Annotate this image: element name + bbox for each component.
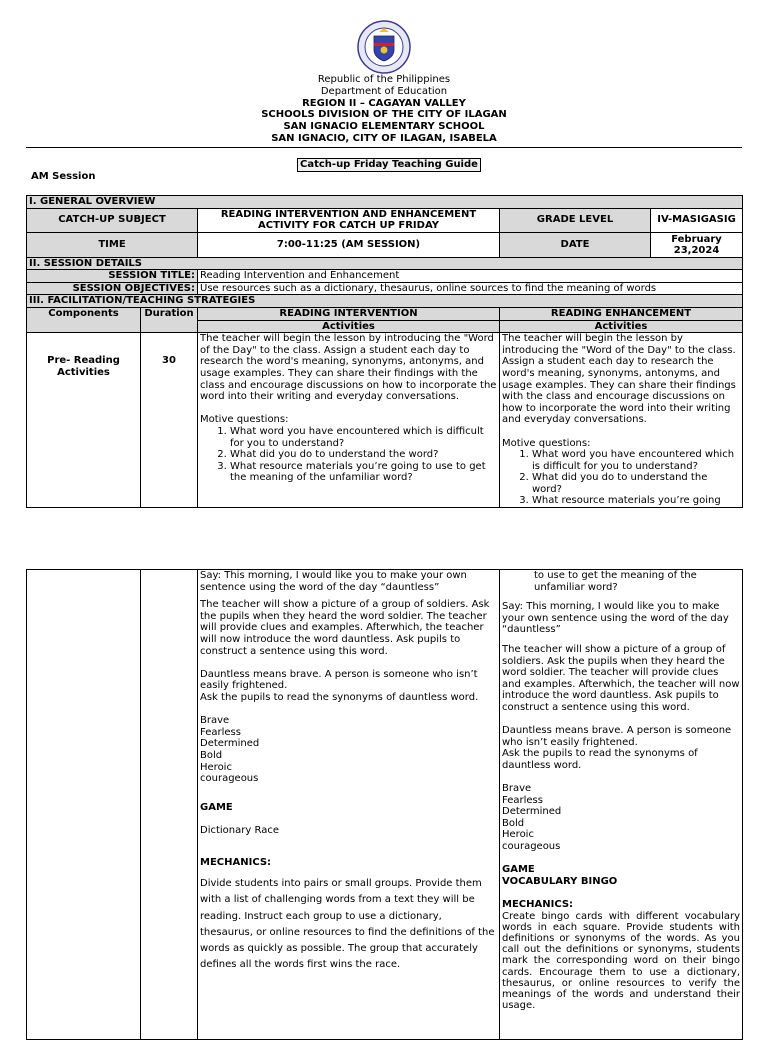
duration-header: Duration (141, 307, 198, 332)
session-objectives-value: Use resources such as a dictionary, thesaurus, online sources to find the meaning of words (198, 282, 743, 295)
address-line: SAN IGNACIO, CITY OF ILAGAN, ISABELA (271, 132, 497, 144)
intervention-picture-text: The teacher will show a picture of a group of soldiers. Ask the pupils when they heard the word soldier. The teacher will provide clues and examples. Afterwhich, the teacher will now introduce the word dauntless. Ask pupils to construct a sentence using this word. (200, 599, 490, 657)
enhancement-meaning: Dauntless means brave. A person is someone who isn’t easily frightened. (502, 725, 732, 748)
duration-cell-continued (141, 570, 198, 1040)
session-details-row (27, 257, 743, 270)
enhancement-cell-page1 (500, 333, 743, 508)
intervention-synonym: Fearless (200, 726, 241, 738)
time-value: 7:00-11:25 (AM SESSION) (198, 232, 500, 257)
grade-label: GRADE LEVEL (500, 208, 651, 232)
intervention-question-1: 1. What word you have encountered which is difficult for you to understand? (230, 426, 497, 449)
intervention-cell-page1 (198, 333, 500, 508)
facilitation-heading: III. FACILITATION/TEACHING STRATEGIES (27, 295, 743, 308)
enhancement-say: Say: This morning, I would like you to make your own sentence using the word of the day “dauntless” (502, 601, 729, 636)
intervention-header: READING INTERVENTION (198, 307, 500, 320)
intervention-mechanics: Divide students into pairs or small groups. Provide them with a list of challenging words from a text they will be reading. Instruct each group to use a dictionary, thesaurus, or online resources to find the definitions of the words as quickly as possible. The group that accurately defines all the words first wins the race. (200, 878, 495, 971)
enhancement-picture-text: The teacher will show a picture of a group of soldiers. Ask the pupils when they heard the word soldier. The teacher will provide clues and examples. Afterwhich, the teacher will now introduce the word dauntless. Ask pupils to construct a sentence using this word. (502, 643, 740, 713)
subject-value: READING INTERVENTION AND ENHANCEMENT ACTIVITY FOR CATCH UP FRIDAY (198, 208, 500, 232)
school-line: SAN IGNACIO ELEMENTARY SCHOOL (283, 121, 485, 133)
time-row (27, 232, 743, 257)
enhancement-synonym: Fearless (502, 794, 543, 806)
component-cell-continued (27, 570, 141, 1040)
intervention-motive-label: Motive questions: (200, 414, 289, 426)
pre-reading-row (27, 333, 743, 508)
enhancement-question-3: 3. What resource materials you’re going (532, 495, 740, 507)
teaching-guide-table-continued (26, 569, 743, 1040)
intervention-synonym: courageous (200, 773, 259, 785)
enhancement-question-1: 1. What word you have encountered which is difficult for you to understand? (532, 449, 740, 472)
session-title-row (27, 270, 743, 283)
intervention-meaning: Dauntless means brave. A person is someone who isn’t easily frightened. (200, 668, 478, 692)
enhancement-mechanics-label: MECHANICS: (502, 899, 574, 911)
enhancement-activities-label: Activities (500, 320, 743, 333)
continued-row (27, 570, 743, 1040)
general-overview-heading: I. GENERAL OVERVIEW (27, 196, 743, 209)
session-objectives-label: SESSION OBJECTIVES: (27, 282, 198, 295)
session-objectives-row (27, 282, 743, 295)
subject-label: CATCH-UP SUBJECT (27, 208, 198, 232)
enhancement-question-2: 2. What did you do to understand the word? (532, 472, 740, 495)
enhancement-game-name: VOCABULARY BINGO (502, 875, 618, 887)
components-header: Components (27, 307, 141, 332)
enhancement-question-3-continued: to use to get the meaning of the unfamiliar word? (534, 570, 697, 593)
facilitation-row (27, 295, 743, 308)
enhancement-synonym: Bold (502, 817, 525, 829)
enhancement-synonym: Determined (502, 806, 562, 818)
region-line: REGION II – CAGAYAN VALLEY (302, 97, 466, 109)
column-header-row (27, 307, 743, 320)
general-overview-row (27, 196, 743, 209)
intervention-synonym: Brave (200, 715, 230, 727)
enhancement-synonym: Brave (502, 783, 532, 795)
enhancement-synonym: Heroic (502, 829, 534, 841)
intervention-game-label: GAME (200, 802, 233, 814)
intervention-question-2: 2. What did you do to understand the word? (230, 449, 497, 461)
intervention-say: Say: This morning, I would like you to make your own sentence using the word of the day “dauntless” (200, 570, 467, 593)
republic-line: Republic of the Philippines (317, 74, 451, 85)
enhancement-game-label: GAME (502, 864, 535, 876)
intervention-synonym: Heroic (200, 761, 232, 773)
intervention-activities-label: Activities (198, 320, 500, 333)
intervention-intro: The teacher will begin the lesson by introducing the "Word of the Day" to the class. Assign a student each day to research the word's meaning, synonyms, antonyms, and usage examples. They can share their findings with the class and encourage discussions on how to incorporate the word into their writing and everyday conversations. (200, 333, 497, 403)
enhancement-motive-label: Motive questions: (502, 437, 591, 449)
teaching-guide-table (26, 195, 743, 508)
duration-cell: 30 (141, 333, 198, 508)
session-title-value: Reading Intervention and Enhancement (198, 270, 743, 283)
session-details-heading: II. SESSION DETAILS (27, 257, 743, 270)
intervention-mechanics-label: MECHANICS: (200, 856, 272, 868)
intervention-ask: Ask the pupils to read the synonyms of dauntless word. (200, 691, 479, 703)
intervention-game-name: Dictionary Race (200, 825, 279, 837)
date-label: DATE (500, 232, 651, 257)
time-label: TIME (27, 232, 198, 257)
intervention-synonym: Determined (200, 738, 260, 750)
session-title-label: SESSION TITLE: (27, 270, 198, 283)
division-line: SCHOOLS DIVISION OF THE CITY OF ILAGAN (261, 109, 507, 121)
session-label: AM Session (31, 171, 96, 182)
enhancement-synonym: courageous (502, 841, 561, 853)
enhancement-ask: Ask the pupils to read the synonyms of dauntless word. (502, 748, 698, 771)
intervention-synonym: Bold (200, 749, 223, 761)
letterhead (0, 74, 768, 145)
component-cell: Pre- Reading Activities (27, 333, 141, 508)
grade-value: IV-MASIGASIG (651, 208, 743, 232)
enhancement-mechanics: Create bingo cards with different vocabulary words in each square. Provide students with definitions or synonyms of the words. As you call out the definitions or synonyms, students mark the corresponding word on their bingo cards. Encourage them to use a dictionary, thesaurus, or online resources to verify the meanings of the words and understand their usage. (502, 910, 740, 1012)
intervention-cell-page2 (198, 570, 500, 1040)
date-value: February 23,2024 (651, 232, 743, 257)
enhancement-cell-page2 (500, 570, 743, 1040)
deped-seal-logo (357, 20, 411, 74)
header-divider (26, 147, 742, 148)
guide-title: Catch-up Friday Teaching Guide (297, 158, 481, 172)
enhancement-intro: The teacher will begin the lesson by introducing the "Word of the Day" to the class. Assign a student each day to research the word's meaning, synonyms, antonyms, and usage examples. They can share their findings with the class and encourage discussions on how to incorporate the word into their writing and everyday conversations. (502, 333, 736, 426)
intervention-question-3: 3. What resource materials you’re going to use to get the meaning of the unfamiliar word? (230, 461, 497, 484)
subject-row (27, 208, 743, 232)
enhancement-header: READING ENHANCEMENT (500, 307, 743, 320)
department-line: Department of Education (320, 85, 448, 97)
